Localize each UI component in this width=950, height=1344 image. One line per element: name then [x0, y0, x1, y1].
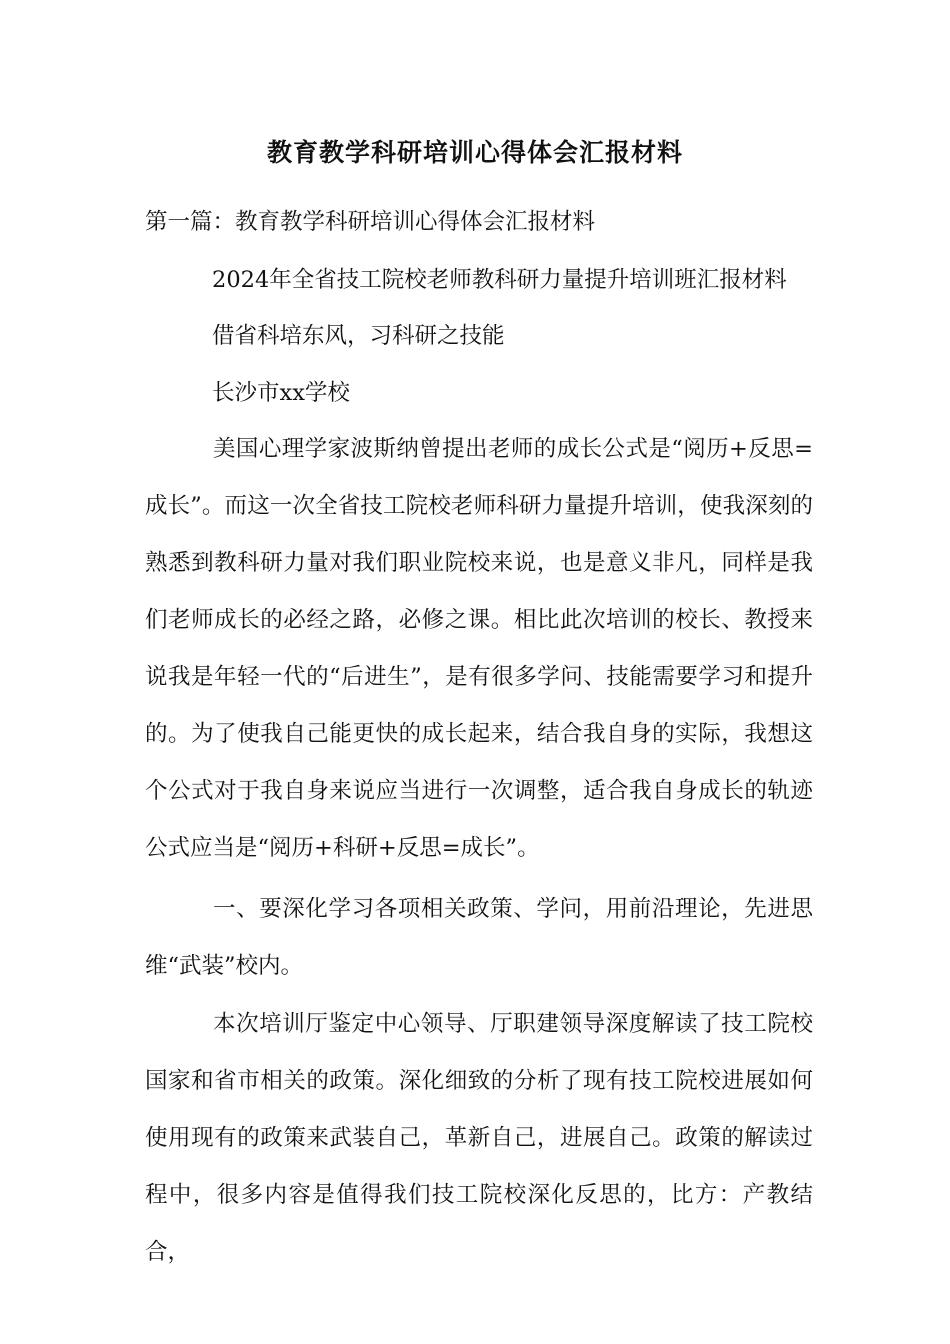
- section-heading: 第一篇：教育教学科研培训心得体会汇报材料: [145, 209, 596, 235]
- document-title: 教育教学科研培训心得体会汇报材料: [266, 138, 683, 167]
- body-paragraph-heading-one: 一、要深化学习各项相关政策、学问，用前沿理论，先进思维“武装”校内。: [145, 896, 813, 979]
- subtitle: 2024年全省技工院校老师教科研力量提升培训班汇报材料: [212, 267, 787, 293]
- body-paragraph-training: 本次培训厅鉴定中心领导、厅职建领导深度解读了技工院校国家和省市相关的政策。深化细致的分析了现有技工院校进展如何使用现有的政策来武装自己，革新自己，进展自己。政策的解读过程中，很多内容是值得我们技工院校深化反思的，比方：产教结合，: [145, 1011, 813, 1265]
- school-name: 长沙市xx学校: [212, 380, 350, 406]
- motto: 借省科培东风，习科研之技能: [212, 323, 505, 349]
- body-paragraph-intro: 美国心理学家波斯纳曾提出老师的成长公式是“阅历+反思=成长”。而这一次全省技工院校老师科研力量提升培训，使我深刻的熟悉到教科研力量对我们职业院校来说，也是意义非凡，同样是我们老师成长的必经之路，必修之课。相比此次培训的校长、教授来说我是年轻一代的“后进生”，是有很多学问、技能需要学习和提升的。为了使我自己能更快的成长起来，结合我自身的实际，我想这个公式对于我自身来说应当进行一次调整，适合我自身成长的轨迹公式应当是“阅历+科研+反思=成长”。: [145, 436, 813, 861]
